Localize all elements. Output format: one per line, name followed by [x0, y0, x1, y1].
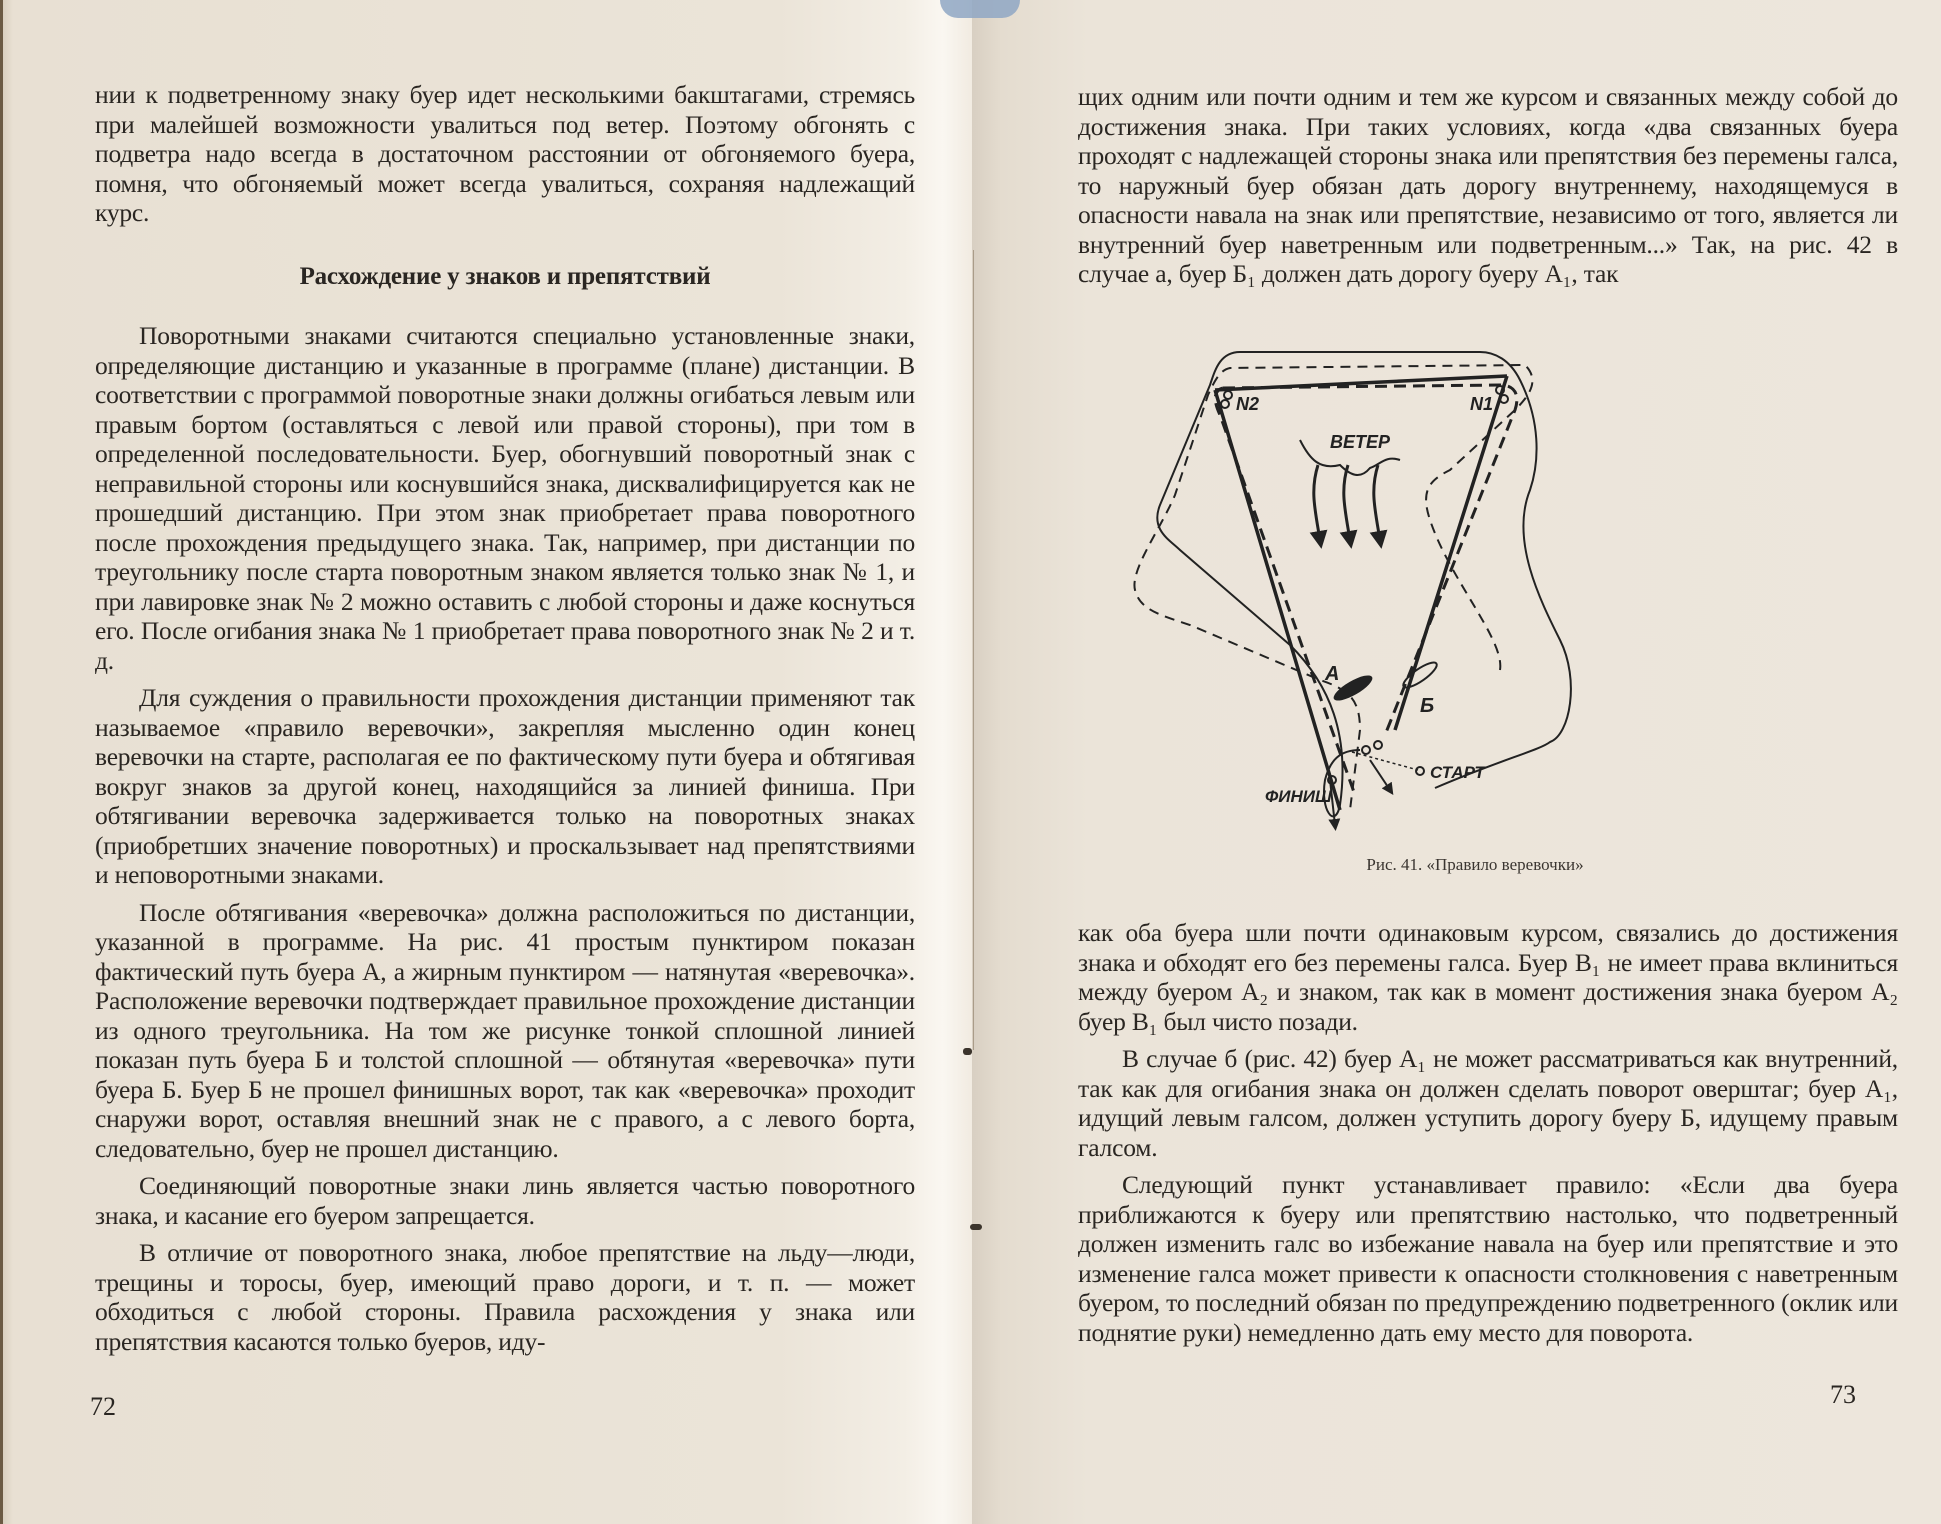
section-heading: Расхождение у знаков и препятствий	[299, 262, 711, 290]
boat-b-icon	[1400, 659, 1440, 692]
binding-staple	[963, 1048, 972, 1055]
paragraph: Следующий пункт устанавливает правило: «Если два буера приближаются к буеру или препятствию настолько, что подветренный должен изменить галс во избежание навала на буер или препятствие и это изменение галса может привести к опасности столкновения с наветренным буером, то последний обязан по предупреждению подветренного (оклик или поднятие руки) немедленно дать ему место для поворота.	[1078, 1170, 1898, 1347]
binding-thread	[973, 250, 974, 1050]
figure-rope-rule	[1120, 340, 1900, 840]
paragraph: Соединяющий поворотные знаки линь является частью поворотного знака, и касание его буером запрещается.	[95, 1171, 915, 1230]
page-number: 72	[90, 1392, 116, 1421]
boat-b-label: Б	[1420, 695, 1435, 717]
course-diagram	[1120, 340, 1900, 840]
paragraph: Для суждения о правильности прохождения дистанции применяют так называемое «правило веревочки», закрепляя мысленно один конец веревочки на старте, располагая ее по фактическому пути буера и обтягивая вокруг знаков за другой конец, находящийся за линией финиша. При обтягивании веревочка задерживается только на поворотных знаках (приобретших значение поворотных) и проскальзывает над препятствиями и неповоротными знаками.	[95, 683, 915, 889]
mark-1-label: N1	[1470, 394, 1494, 414]
paragraph: В отличие от поворотного знака, любое препятствие на льду—люди, трещины и торосы, буер, имеющий право дороги, и т. п. — может обходиться с любой стороны. Правила расхождения у знака или препятствия касаются только буеров, иду-	[95, 1238, 915, 1356]
right-page-text-top	[1078, 82, 1898, 297]
wind-label: ВЕТЕР	[1330, 432, 1391, 452]
binding-staple	[970, 1224, 982, 1230]
paragraph: После обтягивания «веревочка» должна расположиться по дистанции, указанной в программе. На рис. 41 простым пунктиром показан фактический путь буера А, а жирным пунктиром — натянутая «веревочка». Расположение веревочки подтверждает правильное прохождение дистанции из одного треугольника. На том же рисунке тонкой сплошной линией показан путь буера Б и толстой сплошной — обтянутая «веревочка» пути буера Б. Буер Б не прошел финишных ворот, так как «веревочка» проходит снаружи ворот, оставляя внешний знак не с правого, а с левого борта, следовательно, буер не прошел дистанцию.	[95, 897, 915, 1163]
right-page-text-bottom	[1078, 918, 1898, 1355]
bookmark-ribbon	[940, 0, 1020, 18]
paragraph: В случае б (рис. 42) буер А₁ не может рассматриваться как внутренний, так как для огибания знака он должен сделать поворот оверштаг; буер А₁, идущий левым галсом, должен уступить дорогу буеру Б, идущему правым галсом.	[1078, 1044, 1898, 1162]
paragraph: нии к подветренному знаку буер идет несколькими бакштагами, стремясь при малейшей возможности увалиться под ветер. Поэтому обгонять с подветра надо всегда в достаточном расстоянии от обгоняемого буера, помня, что обгоняемый может всегда увалиться, сохраняя надлежащий курс.	[95, 80, 915, 227]
figure-caption: Рис. 41. «Правило веревочки»	[1366, 855, 1584, 874]
page-number: 73	[1830, 1380, 1856, 1409]
mark-2-label: N2	[1236, 394, 1260, 414]
start-label: СТАРТ	[1430, 763, 1485, 782]
paragraph: Поворотными знаками считаются специально установленные знаки, определяющие дистанцию и указанные в программе (плане) дистанции. В соответствии с программой поворотные знаки должны огибаться левым или правым бортом (оставляться с левой или правой стороны), при том в определенной последовательности. Буер, обогнувший поворотный знак с неправильной стороны или коснувшийся знака, дисквалифицируется как не прошедший дистанцию. При этом знак приобретает права поворотного после прохождения предыдущего знака. Так, например, при дистанции по треугольнику после старта поворотным знаком является только знак № 1, и при лавировке знак № 2 можно оставить с любой стороны и даже коснуться его. После огибания знака № 1 приобретает права поворотного знак № 2 и т. д.	[95, 321, 915, 675]
left-page-text	[95, 80, 915, 1364]
paragraph: щих одним или почти одним и тем же курсом и связанных между собой до достижения знака. При таких условиях, когда «два связанных буера проходят с надлежащей стороны знака или препятствия без перемены галса, то наружный буер обязан дать дорогу внутреннему, находящемуся в опасности навала на знак или препятствие, независимо от того, является ли внутренний буер наветренным или подветренным...» Так, на рис. 42 в случае а, буер Б₁ должен дать дорогу буеру А₁, так	[1078, 82, 1898, 288]
paragraph: как оба буера шли почти одинаковым курсом, связались до достижения знака и обходят его без перемены галса. Буер В₁ не имеет права вклиниться между буером А₂ и знаком, так как в момент достижения знака буером А₂ буер В₁ был чисто позади.	[1078, 918, 1898, 1036]
boat-a-label: А	[1325, 663, 1340, 685]
finish-label: ФИНИШ	[1265, 787, 1332, 806]
